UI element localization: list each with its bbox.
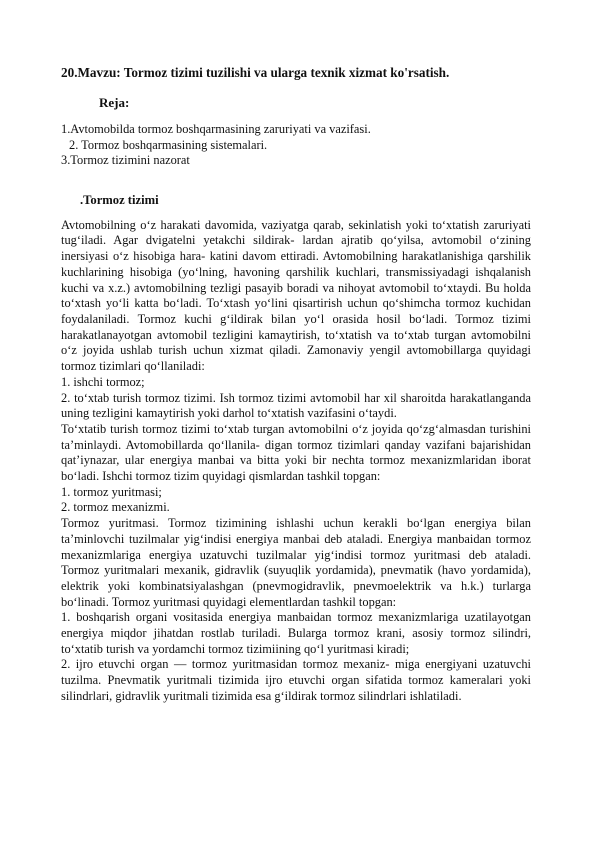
plan-item: 2. Tormoz boshqarmasining sistemalari. bbox=[69, 137, 268, 152]
plan-heading: Reja: bbox=[99, 95, 130, 110]
list-item: 2. tormoz mexanizmi. bbox=[61, 500, 170, 515]
document-page bbox=[61, 64, 531, 705]
plan-item: 1.Avtomobilda tormoz boshqarmasining zaruriyati va vazifasi. bbox=[61, 122, 371, 136]
paragraph: 2. ijro etuvchi organ — tormoz yuritmasidan tormoz mexaniz- miga energiyani uzatuvchi tuzilma. Pnevmatik yuritmali tizimida ijro etuvchi organ sifatida tormoz kameralari yoki silindrlari, gidravlik yuritmali tizimida esa g‘ildirak tormoz silindrlari ishlatiladi. bbox=[61, 657, 531, 703]
list-item: 1. tormoz yuritmasi; bbox=[61, 484, 162, 499]
list-item: 1. ishchi tormoz; bbox=[61, 374, 145, 389]
paragraph: Tormoz yuritmasi. Tormoz tizimining ishlashi uchun kerakli bo‘lgan energiya bilan ta’minlovchi tuzilmalar yig‘indisi energiya manbai deb ataladi. Energiya manbaidan tormoz mexanizmlariga energiya uzatuvchi tuzilmalar yig‘indisi tormoz yuritmasi deb ataladi. Tormoz yuritmalari mexanik, gidravlik (suyuqlik yordamida), pnevmatik (havo yordamida), elektrik yoki kombinatsiyalashgan (pnevmogidravlik, pnevmoelektrik va h.k.) turlarga bo‘linadi. Tormoz yuritmasi quyidagi elementlardan tashkil topgan: bbox=[61, 516, 531, 609]
plan-item: 3.Tormoz tizimini nazorat bbox=[61, 153, 190, 168]
paragraph: To‘xtatib turish tormoz tizimi to‘xtab turgan avtomobilni o‘z joyida qo‘zg‘almasdan turishini ta’minlaydi. Avtomobillarda qo‘llanila- digan tormoz tizimlari qanday vazifani bajarishidan qat’iynazar, ular energiya manbai va bitta yoki bir nechta tormoz mexanizmlaridan iborat bo‘ladi. Ishchi tormoz tizim quyidagi qismlardan tashkil topgan: bbox=[61, 421, 531, 484]
plan-list bbox=[61, 122, 531, 169]
paragraph: 1. boshqarish organi vositasida energiya manbaidan tormoz mexanizmlariga uzatilayotgan energiya miqdor jihatdan rostlab turiladi. Bularga tormoz krani, asosiy tormoz silindri, to‘xtatib turish va yordamchi tormoz tizimiining qo‘l yuritmasi kiradi; bbox=[61, 610, 531, 656]
paragraph: Avtomobilning o‘z harakati davomida, vaziyatga qarab, sekinlatish yoki to‘xtatish zaruriyati tug‘iladi. Agar dvigatelni yetakchi sildirak- lardan ajratib qo‘yilsa, avtomobil o‘zining inersiyasi o‘z hisobiga hara- katini davom ettiradi. Avtomobilning harakatlanishiga qarshilik kuchlarining hisobiga (yo‘lning, havoning qarshilik kuchlari, transmissiyadagi ishqalanish kuchi va x.z.) avtomobilning tezligi pasayib boradi va nihoyat avtomobil to‘xtaydi. Bu holda to‘xtash yo‘li katta bo‘ladi. To‘xtash yo‘lini qisartirish uchun qo‘shimcha tormoz kuchidan foydalaniladi. Tormoz kuchi g‘ildirak bilan yo‘l orasida hosil bo‘ladi. Tormoz tizimi harakatlanayotgan avtomobil tezligini kamaytirish, to‘xtatish va to‘xtab turgan avtomobilni o‘z joyida ushlab turish uchun xizmat qiladi. Zamonaviy yengil avtomobillarga quyidagi tormoz tizimlari qo‘llaniladi: bbox=[61, 217, 531, 374]
paragraph: 2. to‘xtab turish tormoz tizimi. Ish tormoz tizimi avtomobil har xil sharoitda harakatlanganda uning tezligini kamaytirish yoki darhol to‘xtatish vazifasini o‘taydi. bbox=[61, 390, 531, 421]
document-body bbox=[61, 218, 531, 705]
document-title: 20.Mavzu: Tormoz tizimi tuzilishi va ularga texnik xizmat ko'rsatish. bbox=[61, 65, 450, 80]
section-heading: .Tormoz tizimi bbox=[80, 192, 159, 207]
